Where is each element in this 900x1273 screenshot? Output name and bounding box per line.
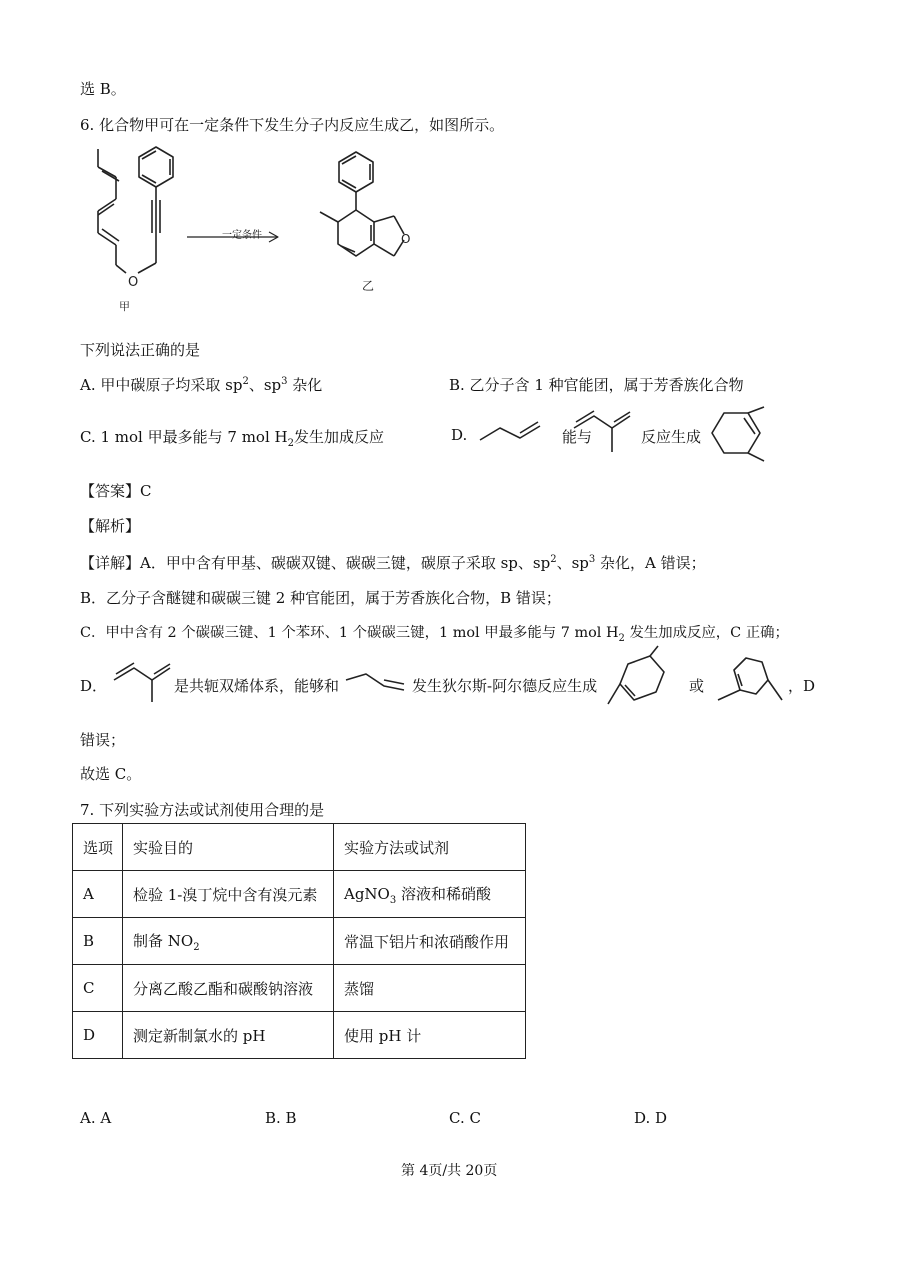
detail-b: B．乙分子含醚键和碳碳三键 2 种官能团，属于芳香族化合物，B 错误； xyxy=(80,589,561,607)
dimethylcyclohexene-structure xyxy=(702,405,774,465)
sub-2: 2 xyxy=(618,632,625,644)
conclusion: 故选 C。 xyxy=(80,765,142,783)
isoprene-structure xyxy=(572,408,638,460)
sup-3: 3 xyxy=(588,554,596,565)
isoprene-structure xyxy=(112,660,176,708)
choice-a: A. A xyxy=(80,1109,112,1127)
detail-d-mid2: 发生狄尔斯-阿尔德反应生成 xyxy=(412,677,598,695)
table-row xyxy=(73,1012,526,1059)
row-method-text: AgNO xyxy=(344,884,390,903)
row-goal-text: 制备 NO xyxy=(133,931,194,950)
compound-jia-structure xyxy=(80,145,200,315)
option-d-mid1: 能与 xyxy=(562,428,593,446)
label-jia: 甲 xyxy=(119,300,130,313)
detail-a-text: 【详解】A．甲中含有甲基、碳碳双键、碳碳三键，碳原子采取 sp、sp xyxy=(80,554,551,572)
oxygen-atom-label: O xyxy=(401,232,411,246)
propene-structure xyxy=(478,420,556,444)
detail-c xyxy=(80,621,789,644)
row-goal: 分离乙酸乙酯和碳酸钠溶液 xyxy=(123,965,334,1012)
sub-3: 3 xyxy=(389,894,397,906)
detail-d-mid1: 是共轭双烯体系，能够和 xyxy=(174,677,340,695)
row-goal: 测定新制氯水的 pH xyxy=(123,1012,334,1059)
row-option: C xyxy=(73,965,123,1012)
row-method: 蒸馏 xyxy=(334,965,526,1012)
row-option: D xyxy=(73,1012,123,1059)
arrow-condition-label: 一定条件 xyxy=(222,230,262,241)
detail-d-continued: 错误； xyxy=(80,731,126,749)
option-d-label: D. xyxy=(451,426,468,444)
experiment-table xyxy=(72,823,526,1059)
row-option: B xyxy=(73,918,123,965)
sup-2: 2 xyxy=(242,376,249,387)
option-b: B. 乙分子含 1 种官能团，属于芳香族化合物 xyxy=(449,376,744,394)
row-method xyxy=(334,871,526,918)
sub-2: 2 xyxy=(287,438,294,449)
page-footer: 第 4页/共 20页 xyxy=(401,1163,498,1179)
detail-a xyxy=(80,552,706,573)
table-row xyxy=(73,965,526,1012)
row-option: A xyxy=(73,871,123,918)
row-method: 使用 pH 计 xyxy=(334,1012,526,1059)
header-option: 选项 xyxy=(73,824,123,871)
table-row xyxy=(73,871,526,918)
reaction-arrow xyxy=(185,230,285,244)
answer-line: 【答案】C xyxy=(80,482,152,500)
option-c-text-end: 发生加成反应 xyxy=(293,428,384,446)
propene-structure xyxy=(344,670,414,694)
option-c-text: C. 1 mol 甲最多能与 7 mol H xyxy=(80,428,288,446)
q7-stem: 7. 下列实验方法或试剂使用合理的是 xyxy=(80,801,325,819)
q6-stem: 6. 化合物甲可在一定条件下发生分子内反应生成乙，如图所示。 xyxy=(80,116,505,134)
option-a-text-end: 杂化 xyxy=(287,376,323,394)
choice-d: D. D xyxy=(634,1109,668,1127)
detail-c-text-end: 发生加成反应，C 正确； xyxy=(624,625,789,641)
header-goal: 实验目的 xyxy=(123,824,334,871)
detail-d-end: ，D xyxy=(788,677,816,695)
row-goal xyxy=(123,918,334,965)
methylcyclohexene-product-1 xyxy=(606,650,672,712)
row-method-text-end: 溶液和稀硝酸 xyxy=(396,884,492,903)
table-header-row xyxy=(73,824,526,871)
choice-c: C. C xyxy=(449,1109,481,1127)
label-yi: 乙 xyxy=(362,279,375,293)
detail-a-text-mid: 、sp xyxy=(556,554,589,572)
yi-benzene-ring xyxy=(339,152,373,192)
option-c xyxy=(80,426,384,449)
table-row xyxy=(73,918,526,965)
row-goal: 检验 1-溴丁烷中含有溴元素 xyxy=(123,871,334,918)
detail-a-text-end: 杂化，A 错误； xyxy=(595,554,706,572)
jia-benzene-ring xyxy=(139,147,173,187)
analysis-heading: 【解析】 xyxy=(80,517,141,535)
detail-c-text: C．甲中含有 2 个碳碳三键、1 个苯环、1 个碳碳三键，1 mol 甲最多能与 7 mol H xyxy=(80,625,619,641)
methylcyclohexene-product-2 xyxy=(712,652,788,708)
detail-d-mid3: 或 xyxy=(689,677,705,695)
header-method: 实验方法或试剂 xyxy=(334,824,526,871)
detail-d-label: D． xyxy=(80,677,108,695)
q6-prompt: 下列说法正确的是 xyxy=(80,341,201,359)
previous-answer: 选 B。 xyxy=(80,80,126,98)
option-d-mid2: 反应生成 xyxy=(641,428,702,446)
option-a xyxy=(80,374,322,395)
sub-2: 2 xyxy=(193,941,200,953)
sup-3: 3 xyxy=(281,376,288,387)
option-a-text-mid: 、sp xyxy=(248,376,282,394)
choice-b: B. B xyxy=(265,1109,297,1127)
compound-yi-structure xyxy=(300,150,420,310)
option-a-text: A. 甲中碳原子均采取 sp xyxy=(80,376,243,394)
sup-2: 2 xyxy=(550,554,557,565)
oxygen-atom-label: O xyxy=(128,275,139,290)
row-method: 常温下铝片和浓硝酸作用 xyxy=(334,918,526,965)
